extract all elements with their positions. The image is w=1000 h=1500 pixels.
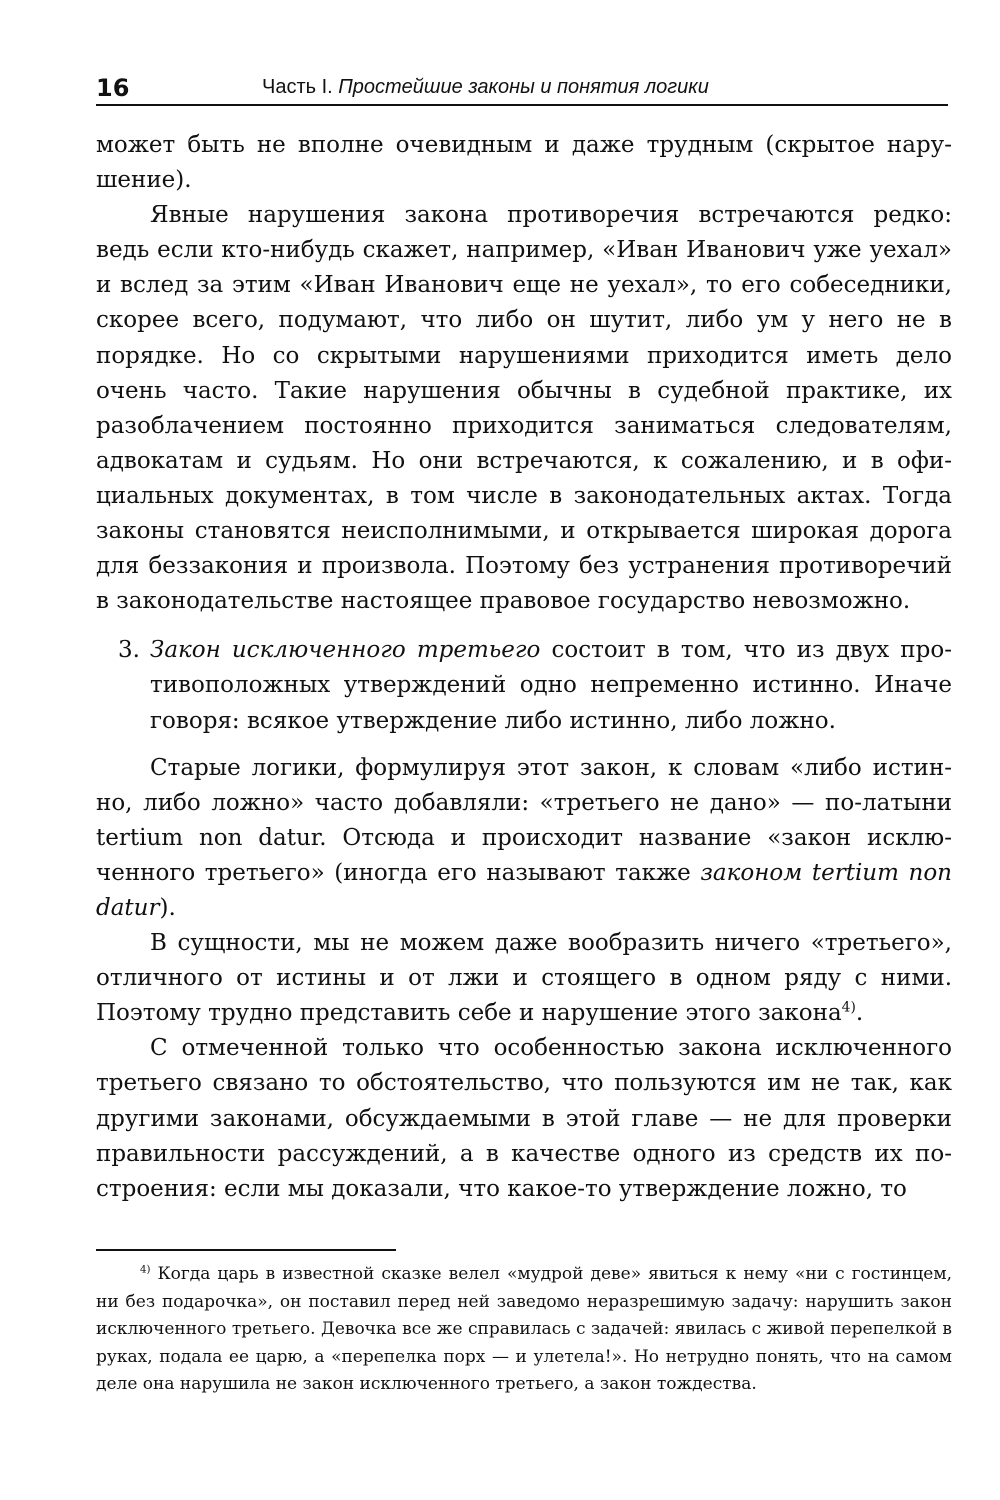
footnotes [96, 1261, 952, 1399]
footnote-4 [96, 1261, 952, 1399]
footnote-marker: 4) [140, 1264, 151, 1276]
paragraph-2: Явные нарушения закона противоречия встречаются редко: ведь если кто-нибудь скажет, например, «Иван Иванович уже уехал» и вслед за этим «Иван Иванович еще не уехал», то его собеседники, скорее всего, подумают, что либо он шутит, либо ум у него не в порядке. Но со скрытыми нарушениями приходится иметь дело очень часто. Такие нарушения обычны в судебной практике, их разоблачением постоянно приходится заниматься следователям, адвокатам и судьям. Но они встречаются, к сожалению, и в официальных документах, в том числе в законодательных актах. Тогда законы становятся неисполнимыми, и открывается широкая дорога для беззакония и произвола. Поэтому без устранения противоречий в законодательстве настоящее правовое государство невозможно. [96, 202, 952, 615]
page-number: 16 [96, 74, 130, 102]
running-head [262, 76, 709, 99]
paragraph-3-text: Старые логики, формулируя этот закон, к словам «либо истинно, либо ложно» часто добавляли: «третьего не дано» — по-латыни tertium non datur. Отсюда и происходит название «закон исключенного третьего» (иногда его называют также [96, 754, 952, 886]
paragraph-4-text: В сущности, мы не можем даже вообразить ничего «третьего», отличного от истины и от лжи и стоящего в одном ряду с ними. Поэтому трудно представить себе и нарушение этого закона [96, 930, 952, 1027]
law-term: Закон исключенного третьего [150, 637, 541, 664]
paragraph-1: может быть не вполне очевидным и даже трудным (скрытое нарушение). [96, 132, 952, 194]
chapter-title: Простейшие законы и понятия логики [338, 76, 709, 98]
law-definition: состоит в том, что из двух противоположных утверждений одно непременно истинно. Иначе говоря: всякое утверждение либо истинно, либо ложно. [150, 637, 952, 734]
paragraph-5: С отмеченной только что особенностью закона исключенного третьего связано то обстоятельство, что пользуются им не так, как другими законами, обсуждаемыми в этой главе — не для проверки правильности рассуждений, а в качестве одного из средств их построения: если мы доказали, что какое-то утверждение ложно, то [96, 1035, 952, 1202]
item-number: 3. [118, 637, 140, 664]
main-text [96, 128, 952, 1207]
latin-term: законом tertium non datur [96, 859, 952, 921]
footnote-divider [96, 1249, 396, 1251]
footnote-ref: 4) [841, 999, 856, 1016]
part-label: Часть I. [262, 76, 333, 98]
paragraph-4-end: . [855, 1000, 864, 1027]
paragraph-3-end: ). [159, 894, 176, 921]
footnote-text: Когда царь в известной сказке велел «мудрой деве» явиться к нему «ни с гостинцем, ни без подарочка», он поставил перед ней заведомо неразрешимую задачу: нарушить закон исключенного третьего. Девочка все же справилась с задачей: явилась с живой перепелкой в руках, подала ее царю, а «перепелка порх — и улетела!». Но нетрудно понять, что на самом деле она нарушила не закон исключенного третьего, а закон тождества. [96, 1264, 952, 1394]
paragraph-3 [96, 751, 952, 926]
paragraph-4 [96, 926, 952, 1031]
law-item-3 [96, 633, 952, 738]
page-header [96, 68, 948, 106]
